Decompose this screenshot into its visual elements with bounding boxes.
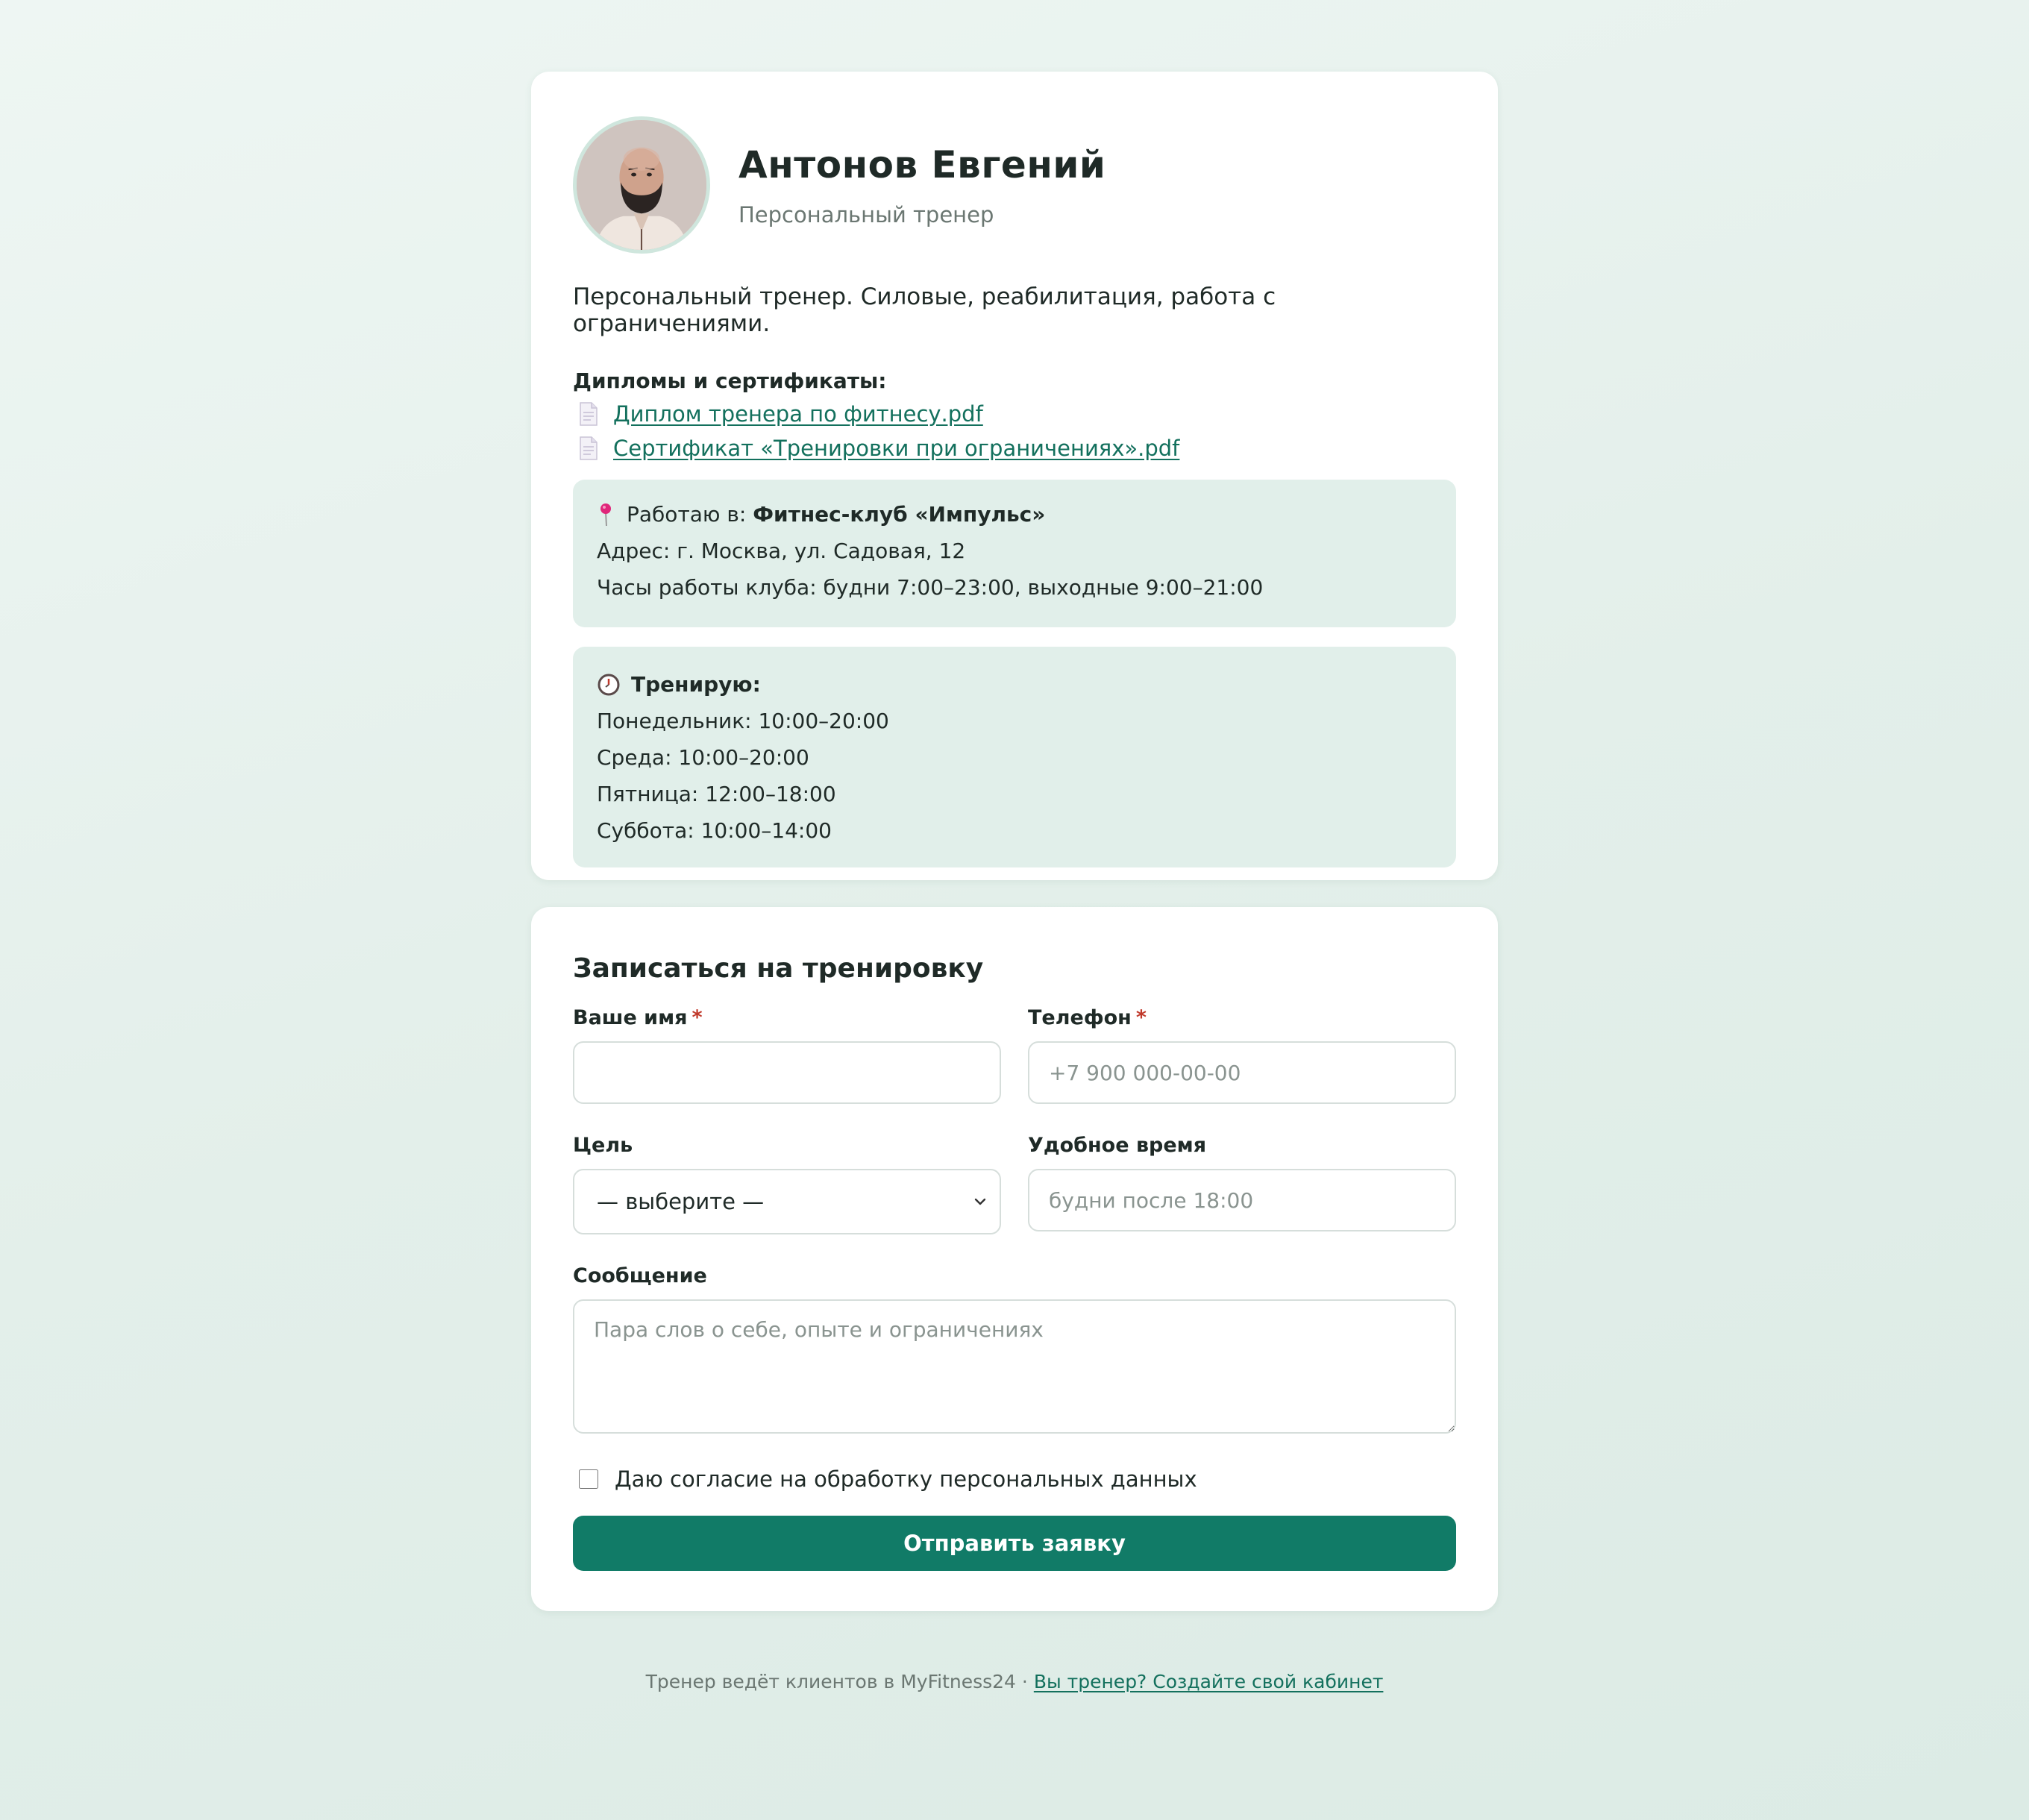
docs-title: Дипломы и сертификаты: [573,368,887,393]
clock-icon [597,673,621,697]
phone-label [1028,1006,1456,1029]
time-label: Удобное время [1028,1134,1207,1157]
name-label [573,1006,1001,1029]
required-mark: * [692,1006,703,1029]
phone-input[interactable] [1028,1041,1456,1104]
form-row-goal [573,1134,1456,1234]
form-row-contact [573,1006,1456,1104]
form-title: Записаться на тренировку [573,953,984,984]
workplace-prefix: Работаю в: [627,502,753,527]
profile-header-text [738,142,1106,228]
page [531,72,1498,1692]
time-input[interactable] [1028,1169,1456,1231]
time-field-group [1028,1134,1456,1234]
schedule-day: Суббота: 10:00–14:00 [597,818,832,843]
schedule-box [573,647,1456,867]
phone-label-text: Телефон [1028,1006,1132,1029]
footer [531,1671,1498,1692]
schedule-day: Понедельник: 10:00–20:00 [597,709,889,733]
name-field-group [573,1006,1001,1104]
doc-item [573,401,1456,427]
schedule-heading [597,666,1432,703]
schedule-day: Среда: 10:00–20:00 [597,745,809,770]
consent-row[interactable] [573,1466,1456,1492]
workplace-line [597,496,1432,533]
club-address: Адрес: г. Москва, ул. Садовая, 12 [597,539,966,563]
schedule-title: Тренирую: [631,672,761,697]
message-textarea[interactable] [573,1299,1456,1434]
phone-field-group [1028,1006,1456,1104]
doc-item [573,435,1456,462]
doc-link-certificate[interactable]: Сертификат «Тренировки при ограничениях».pdf [613,436,1180,461]
club-hours: Часы работы клуба: будни 7:00–23:00, выходные 9:00–21:00 [597,575,1264,600]
trainer-name: Антонов Евгений [738,143,1106,186]
submit-button[interactable]: Отправить заявку [573,1516,1456,1571]
name-label-text: Ваше имя [573,1006,688,1029]
trainer-role: Персональный тренер [738,202,994,228]
goal-label: Цель [573,1134,633,1157]
name-input[interactable] [573,1041,1001,1104]
workplace-box [573,480,1456,627]
consent-checkbox[interactable] [579,1469,598,1489]
avatar-photo [577,120,706,250]
doc-link-diploma[interactable]: Диплом тренера по фитнесу.pdf [613,401,983,427]
booking-form-card [531,907,1498,1611]
goal-field-group [573,1134,1001,1234]
footer-text: Тренер ведёт клиентов в MyFitness24 · [645,1671,1034,1692]
file-icon [579,436,598,460]
pin-icon [597,502,616,527]
profile-header [573,113,1456,257]
trainer-profile-card [531,72,1498,880]
footer-trainer-link[interactable]: Вы тренер? Создайте свой кабинет [1033,1671,1384,1692]
message-label: Сообщение [573,1264,707,1287]
message-field-group [573,1264,1456,1437]
avatar [573,116,710,254]
goal-select[interactable] [573,1169,1001,1234]
required-mark: * [1135,1006,1147,1029]
file-icon [579,402,598,426]
trainer-bio: Персональный тренер. Силовые, реабилитация, работа с ограничениями. [573,283,1276,337]
schedule-day: Пятница: 12:00–18:00 [597,782,836,806]
club-name: Фитнес-клуб «Импульс» [753,502,1046,527]
consent-label: Даю согласие на обработку персональных данных [615,1466,1197,1492]
goal-select-wrap [573,1169,1001,1234]
